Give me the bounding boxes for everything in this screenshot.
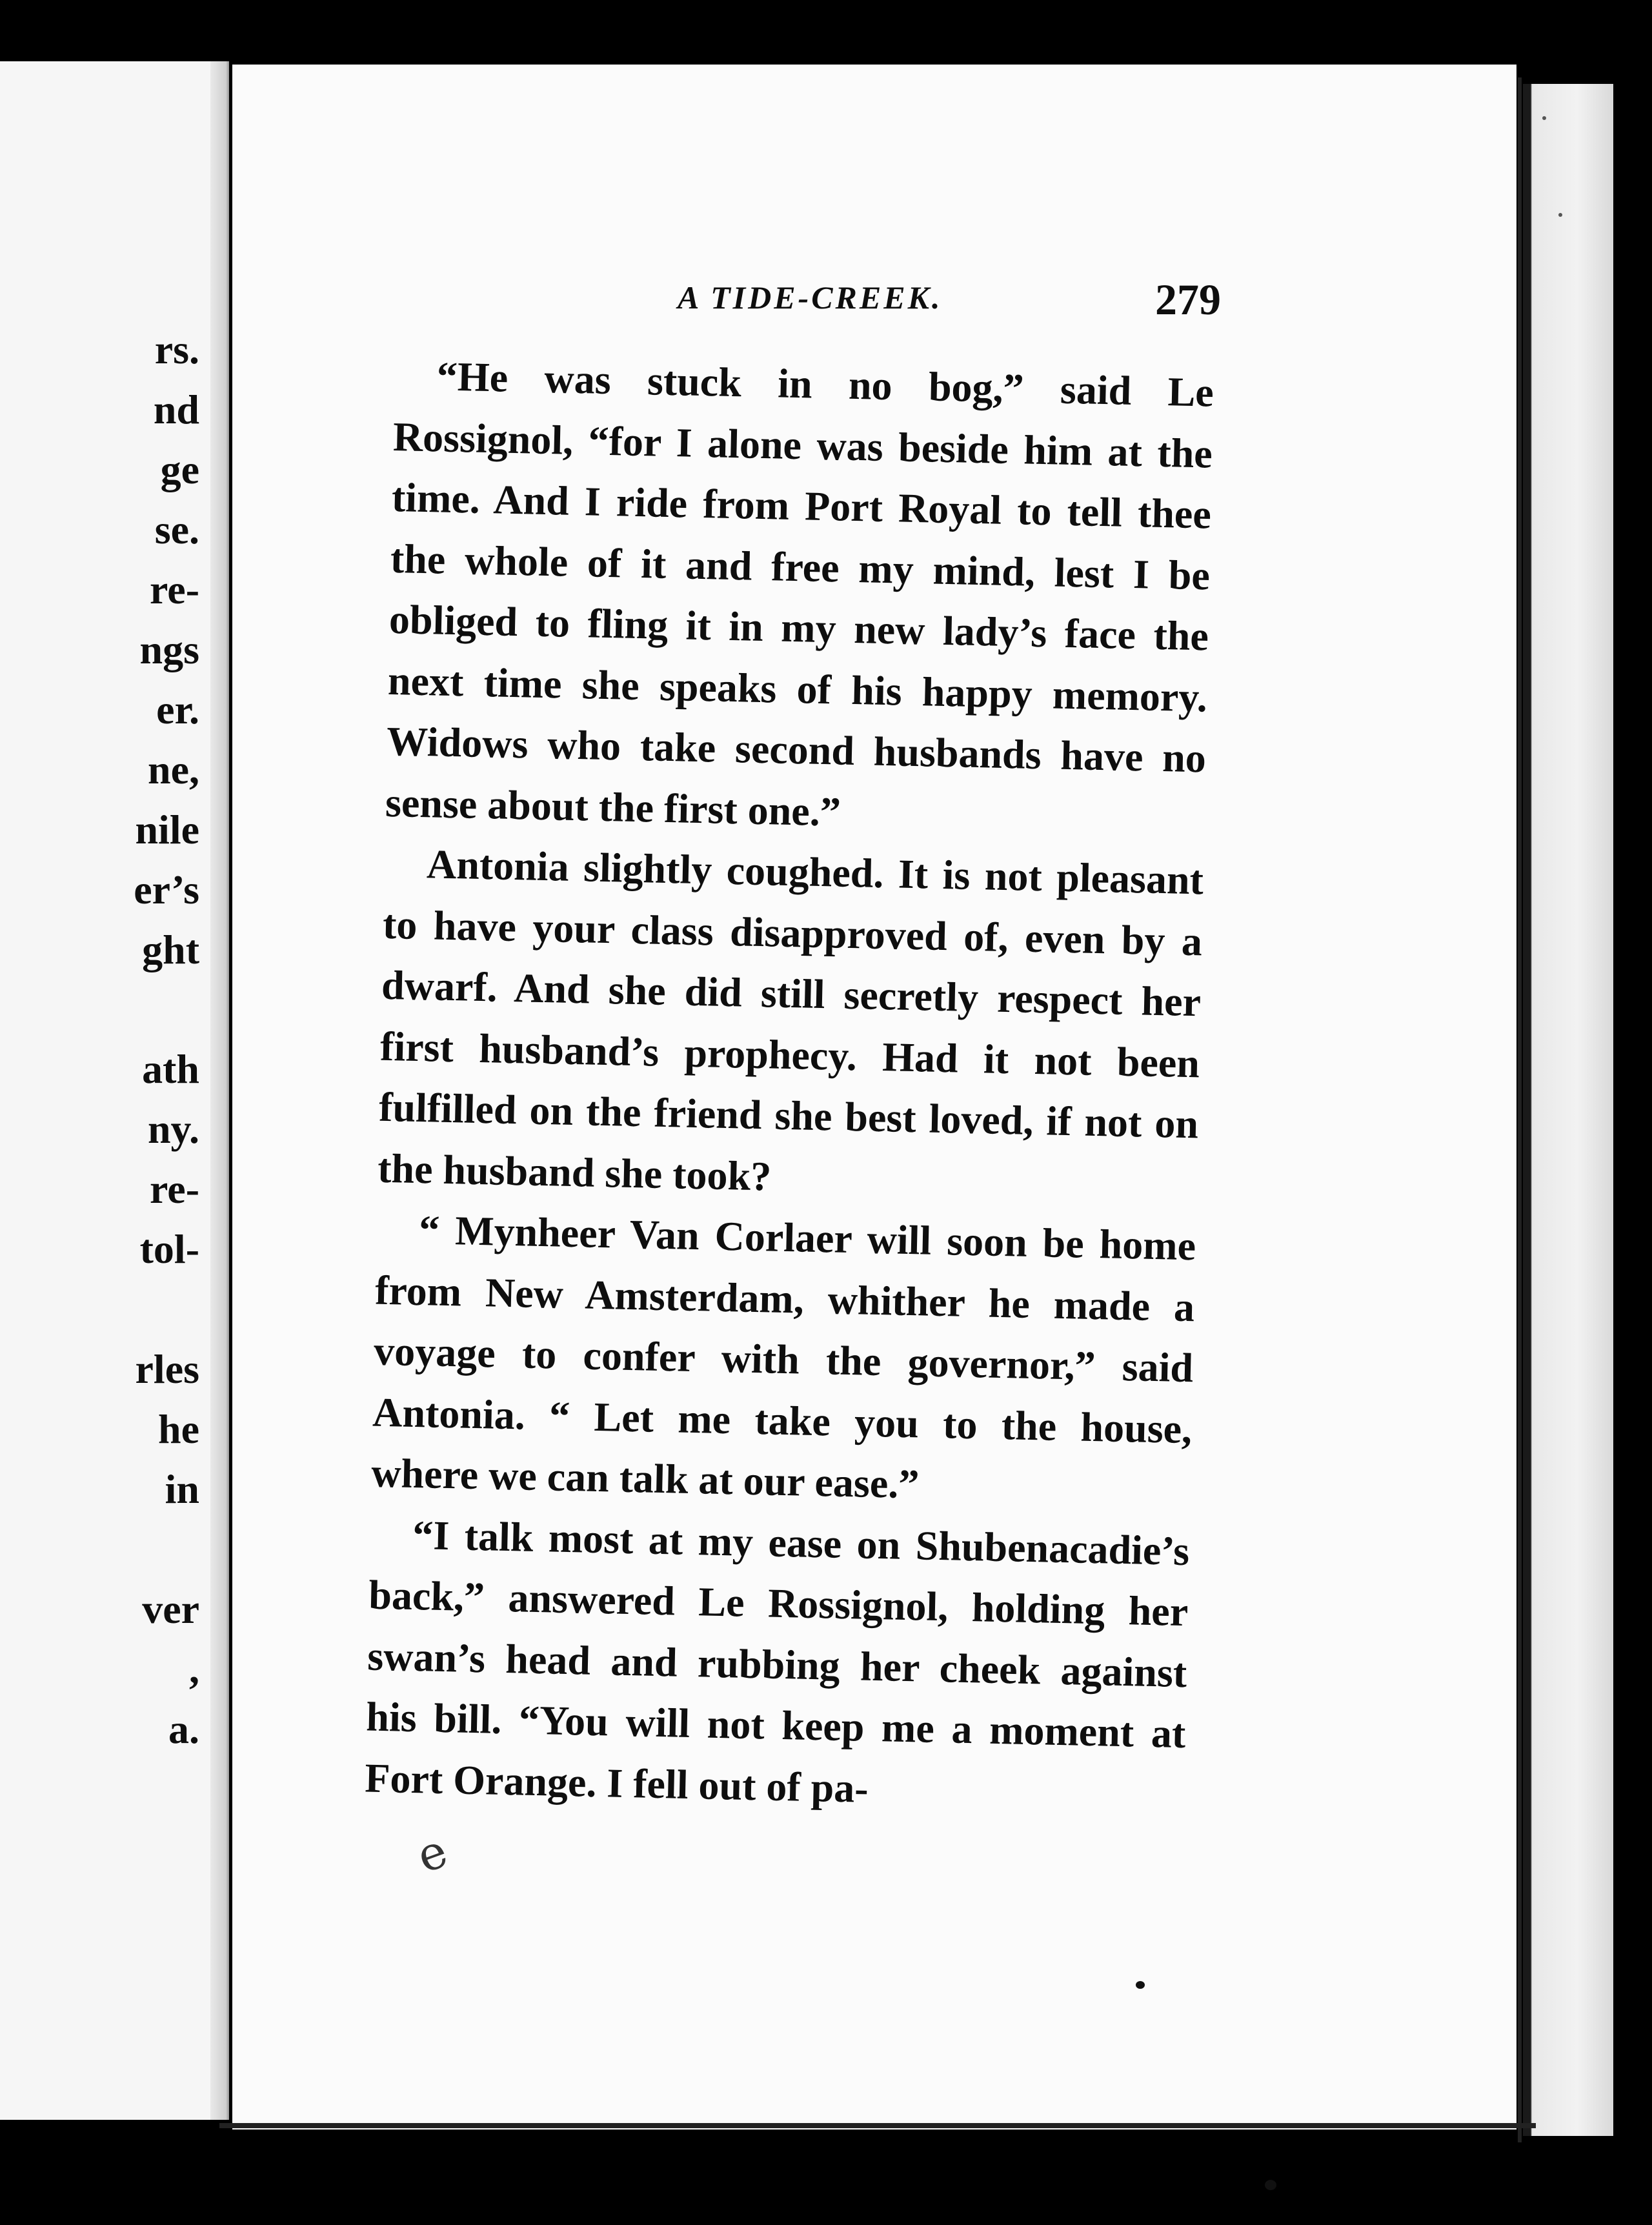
- left-line-fragment: re-: [150, 1166, 199, 1212]
- left-line-fragment: ny.: [147, 1106, 199, 1152]
- left-line-fragment: er.: [156, 687, 199, 732]
- ink-speck: [1136, 1981, 1145, 1989]
- pencil-mark: e: [409, 1823, 454, 1884]
- gutter-shadow: [210, 61, 229, 2120]
- left-line-fragment: in: [165, 1466, 199, 1512]
- body-text: [365, 345, 1214, 1826]
- left-line-fragment: he: [158, 1406, 199, 1452]
- left-line-fragment: ,: [189, 1646, 199, 1692]
- left-line-fragment: se.: [154, 507, 199, 552]
- page-stack-edge: [1523, 84, 1613, 2136]
- paragraph: “I talk most at my ease on Shubenacadie’s back,” answered Le Rossignol, holding her swan’s head and rubbing her cheek against his bill. “You will not keep me a moment at Fort Orange. I fell out of pa-: [364, 1511, 1190, 1811]
- page-number: 279: [1155, 275, 1221, 324]
- left-line-fragment: a.: [168, 1706, 199, 1752]
- left-line-fragment: er’s: [134, 867, 199, 912]
- left-line-fragment: rles: [135, 1346, 199, 1392]
- left-line-fragment: ver: [142, 1586, 199, 1632]
- paragraph: “ Mynheer Van Corlaer will soon be home from New Amsterdam, whither he made a voyage to confer with the governor,” said Antonia. “ Let me take you to the house, where we can talk at our ease.”: [370, 1207, 1196, 1507]
- left-line-fragment: re-: [150, 567, 199, 612]
- left-line-fragment: ge: [160, 447, 199, 492]
- left-line-fragment: ne,: [148, 747, 199, 792]
- left-line-fragment: rs.: [154, 327, 199, 372]
- running-head: A TIDE-CREEK.: [678, 279, 943, 316]
- left-line-fragment: ght: [142, 927, 199, 972]
- left-line-fragment: nd: [153, 387, 199, 432]
- ink-speck: [1265, 2180, 1276, 2190]
- left-line-fragment: nile: [135, 807, 199, 852]
- page-bottom-edge: [219, 2123, 1536, 2128]
- paragraph: Antonia slightly coughed. It is not pleasant to have your class disapproved of, even by a dwarf. And she did still secretly respect her first husband’s prophecy. Had it not been fulfilled on the friend she best loved, if not on the husband she took?: [377, 841, 1204, 1199]
- left-line-fragment: tol-: [139, 1226, 199, 1272]
- ink-speck: [1558, 213, 1562, 217]
- left-line-fragment: ngs: [139, 627, 199, 672]
- left-page-edge: [0, 61, 229, 2120]
- page-edge-line: [1518, 77, 1522, 2142]
- ink-speck: [1542, 116, 1546, 120]
- paragraph: “He was stuck in no bog,” said Le Rossignol, “for I alone was beside him at the time. And I ride from Port Royal to tell thee the whole of it and free my mind, lest I be obliged to fling it in my new lady’s face the next time she speaks of his happy memory. Widows who take second husbands have no sense about the first one.”: [385, 353, 1214, 835]
- left-line-fragment: ath: [142, 1046, 199, 1092]
